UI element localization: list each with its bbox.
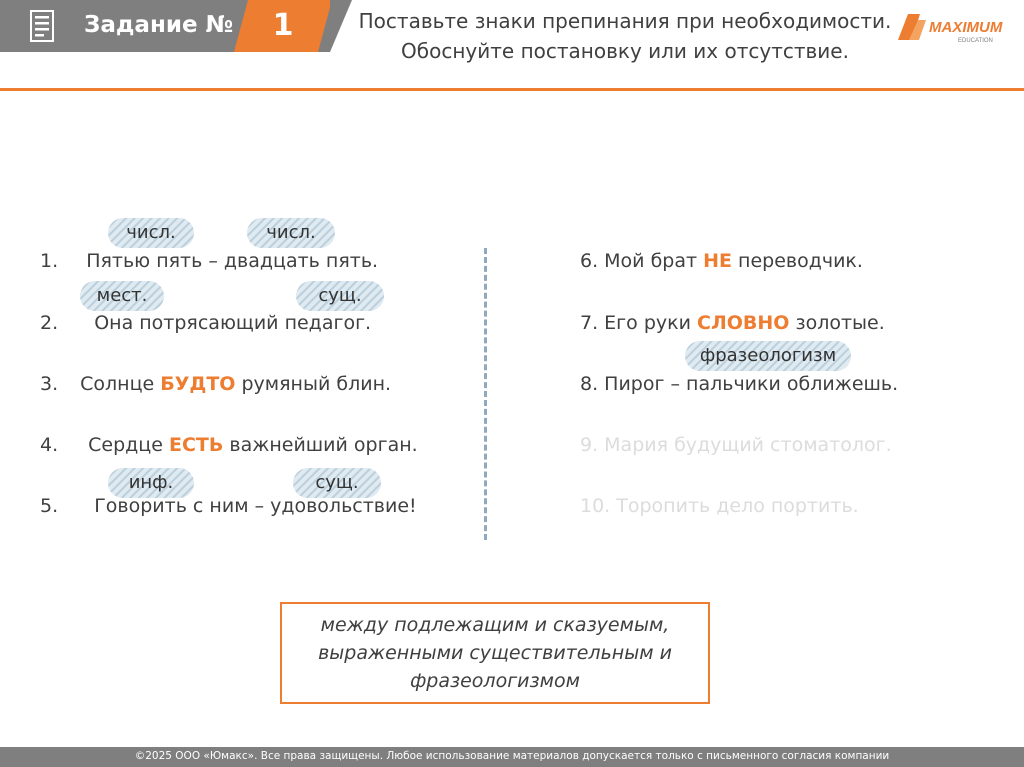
column-divider [484, 248, 487, 540]
sentence-text: Сердце [88, 434, 169, 456]
title-line-2: Обоснуйте постановку или их отсутствие. [401, 39, 849, 63]
label-pill: числ. [247, 218, 335, 248]
logo-subtext: EDUCATION [958, 38, 993, 44]
label-pill: сущ. [296, 281, 384, 311]
keyword: СЛОВНО [697, 312, 790, 334]
sentence-text: переводчик. [732, 250, 863, 272]
keyword: ЕСТЬ [168, 434, 224, 456]
sentence-7 [580, 312, 885, 334]
task-label: Задание № [84, 12, 234, 38]
label-pill: инф. [108, 468, 194, 498]
answer-box [280, 602, 710, 704]
sentence-5 [40, 495, 417, 517]
sentence-1 [40, 250, 378, 272]
sentence-3 [40, 373, 391, 395]
sentence-text: важнейший орган. [223, 434, 418, 456]
page-title [340, 6, 910, 66]
item-number: 5. [40, 495, 59, 517]
sentence-4 [40, 434, 418, 456]
sentence-text: 7. Его руки [580, 312, 697, 334]
sentence-2 [40, 312, 371, 334]
sentence-text: Говорить с ним – удовольствие! [94, 495, 417, 517]
task-number-badge [248, 0, 318, 52]
maximum-logo-icon [896, 8, 1021, 52]
item-number: 4. [40, 434, 59, 456]
keyword: НЕ [703, 250, 732, 272]
label-pill: мест. [80, 281, 164, 311]
sentence-text: Она потрясающий педагог. [94, 312, 372, 334]
sentence-9: 9. Мария будущий стоматолог. [580, 434, 892, 456]
footer [0, 747, 1024, 767]
header-rule [0, 88, 1024, 91]
keyword: БУДТО [160, 373, 236, 395]
item-number: 2. [40, 312, 59, 334]
sentence-8: 8. Пирог – пальчики оближешь. [580, 373, 899, 395]
logo-text: MAXIMUM [929, 19, 1003, 36]
label-pill: числ. [108, 218, 194, 248]
label-pill: сущ. [293, 468, 381, 498]
sentence-text: Солнце [80, 373, 161, 395]
item-number: 1. [40, 250, 59, 272]
copyright-text: ©2025 ООО «Юмакс». Все права защищены. Любое использование материалов допускается только с письменного согласия компании [134, 750, 890, 762]
item-number: 3. [40, 373, 59, 395]
task-number: 1 [272, 8, 294, 43]
sentence-text: Пятью пять – двадцать пять. [86, 250, 379, 272]
sentence-text: 6. Мой брат [580, 250, 704, 272]
label-pill: фразеологизм [685, 341, 851, 371]
header-bar [0, 0, 330, 52]
document-icon [24, 8, 60, 44]
sentence-text: румяный блин. [235, 373, 392, 395]
sentence-10: 10. Торопить дело портить. [580, 495, 859, 517]
title-line-1: Поставьте знаки препинания при необходимости. [358, 9, 892, 33]
sentence-text: золотые. [789, 312, 885, 334]
answer-text: между подлежащим и сказуемым, выраженными существительным и фразеологизмом [318, 614, 672, 692]
sentence-6 [580, 250, 863, 272]
